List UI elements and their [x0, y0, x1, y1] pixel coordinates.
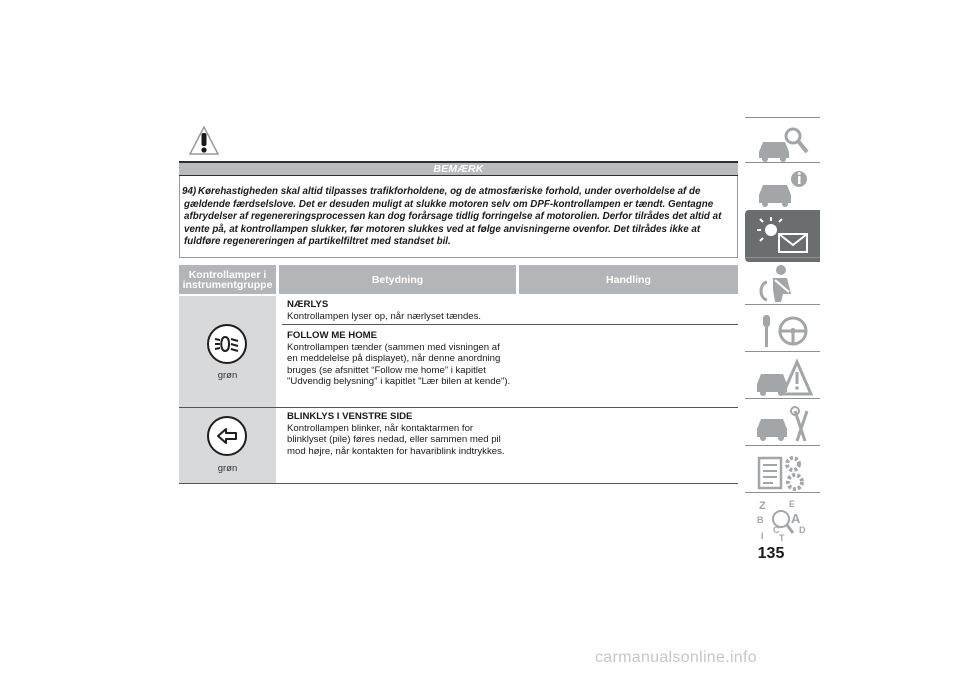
svg-text:I: I	[761, 531, 764, 541]
note-text: Kørehastigheden skal altid tilpasses trafikforholdene, og de atmosfæriske forhold, under overholdelse af de gældende færdselslove. Det er desuden muligt at slukke motoren selv om DPF-kontrollampen er tændt. Gentagne afbrydelser af regenereringsprocessen kan dog forårsage tidlig forringelse af motorolien. Derfor tilrådes det altid at vente på, at kontrollampen slukker, før motoren slukkes ved at følge anvisningerne ovenfor. Det tilrådes ikke at fuldføre regenereringen af partikelfiltret med standset bil.	[184, 186, 722, 248]
tab-starting-driving[interactable]	[745, 304, 820, 356]
lamp-cell-low-beam	[179, 296, 276, 407]
tab-index[interactable]	[745, 492, 820, 544]
row-divider	[282, 324, 738, 325]
note-number: 94)	[182, 186, 197, 197]
header-lamps: Kontrollamper i instrumentgruppe	[179, 265, 276, 294]
tab-car-info[interactable]	[745, 162, 820, 214]
note-box	[179, 176, 738, 258]
car-search-icon	[753, 122, 813, 166]
car-hazard-icon	[753, 356, 813, 400]
car-info-icon	[753, 167, 813, 211]
svg-text:A: A	[791, 511, 801, 526]
entry-text: Kontrollampen tænder (sammen med visningen af en meddelelse på displayet), når denne anordning bruges (se afsnittet “Follow me home” i kapitlet "Udvendig belysning" i kapitlet "Lær bilen at kende").	[287, 341, 511, 388]
watermark: carmanualsonline.info	[595, 649, 757, 666]
tab-warning-lights[interactable]	[745, 210, 820, 262]
entry-text: Kontrollampen lyser op, når nærlyset tændes.	[287, 310, 482, 322]
note-heading: BEMÆRK	[179, 161, 738, 176]
entry-follow-me-home	[287, 330, 513, 388]
note-paragraph	[184, 186, 729, 249]
airbag-safety-icon	[753, 262, 813, 306]
lamp-cell-left-turn	[179, 408, 276, 483]
entry-left-turn	[287, 411, 513, 457]
header-action: Handling	[519, 265, 738, 294]
tab-maintenance[interactable]	[745, 398, 820, 450]
warning-lights-mail-icon	[753, 214, 813, 258]
lamp-color-label: grøn	[217, 463, 238, 474]
svg-text:Z: Z	[759, 500, 766, 512]
left-turn-signal-icon	[207, 416, 247, 456]
car-tools-icon	[753, 403, 813, 447]
entry-low-beam	[287, 299, 513, 322]
entry-title: FOLLOW ME HOME	[287, 330, 378, 341]
entry-text: Kontrollampen blinker, når kontaktarmen for blinklyset (pile) føres nedad, eller sammen med pil mod højre, når kontakten for havariblink indtrykkes.	[287, 422, 505, 457]
steering-key-icon	[753, 309, 813, 353]
low-beam-icon	[207, 324, 247, 364]
svg-text:T: T	[779, 533, 785, 541]
entry-title: NÆRLYS	[287, 299, 329, 310]
entry-title: BLINKLYS I VENSTRE SIDE	[287, 411, 413, 422]
svg-text:D: D	[799, 525, 806, 535]
warning-triangle-icon	[189, 126, 219, 156]
header-meaning: Betydning	[279, 265, 516, 294]
svg-text:E: E	[789, 499, 796, 509]
svg-text:B: B	[757, 515, 764, 525]
lamp-color-label: grøn	[217, 370, 238, 381]
specs-gears-icon	[753, 450, 813, 494]
table-bottom-rule	[179, 483, 738, 484]
tab-emergency[interactable]	[745, 351, 820, 403]
tab-technical-data[interactable]	[745, 445, 820, 497]
tab-safety[interactable]	[745, 257, 820, 309]
index-letters-icon	[753, 497, 813, 541]
svg-text:C: C	[773, 525, 780, 535]
page-number: 135	[757, 545, 785, 562]
